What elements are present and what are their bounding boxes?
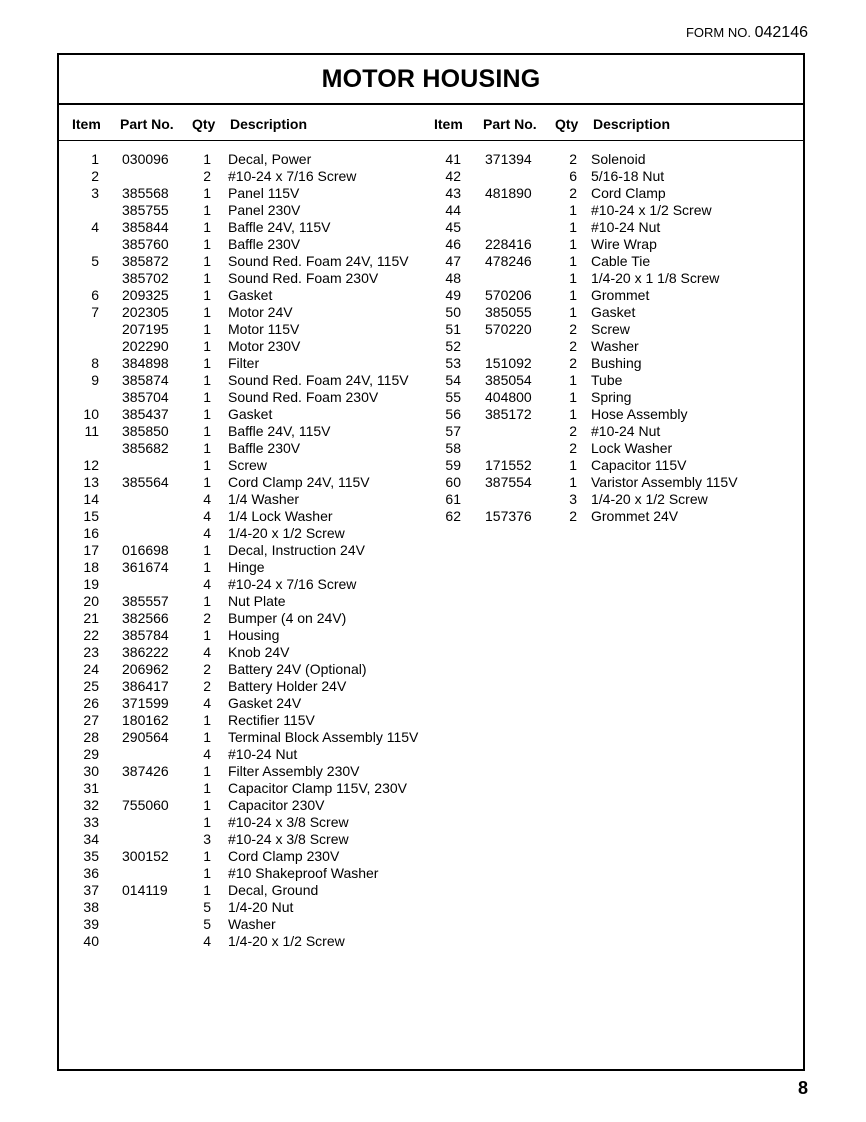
part-number: 171552 xyxy=(485,457,532,473)
item-number: 29 xyxy=(83,746,99,762)
item-number: 16 xyxy=(83,525,99,541)
quantity: 1 xyxy=(203,712,211,728)
part-number: 385872 xyxy=(122,253,169,269)
description: Gasket 24V xyxy=(228,695,302,711)
header-desc-left: Description xyxy=(230,116,308,132)
description: Motor 230V xyxy=(228,338,301,354)
description: Grommet 24V xyxy=(591,508,679,524)
description: Housing xyxy=(228,627,280,643)
quantity: 2 xyxy=(569,338,577,354)
item-number: 30 xyxy=(83,763,99,779)
part-number: 570206 xyxy=(485,287,532,303)
header-part-left: Part No. xyxy=(120,116,174,132)
quantity: 1 xyxy=(203,780,211,796)
quantity: 2 xyxy=(203,610,211,626)
item-number: 23 xyxy=(83,644,99,660)
quantity: 1 xyxy=(569,236,577,252)
quantity: 1 xyxy=(203,406,211,422)
quantity: 2 xyxy=(569,440,577,456)
description: Capacitor Clamp 115V, 230V xyxy=(228,780,407,796)
item-number: 28 xyxy=(83,729,99,745)
item-number: 26 xyxy=(83,695,99,711)
quantity: 2 xyxy=(203,168,211,184)
quantity: 1 xyxy=(203,729,211,745)
part-number: 570220 xyxy=(485,321,532,337)
quantity: 1 xyxy=(203,355,211,371)
quantity: 1 xyxy=(203,814,211,830)
item-number: 39 xyxy=(83,916,99,932)
part-number: 157376 xyxy=(485,508,532,524)
description: 1/4-20 Nut xyxy=(228,899,294,915)
item-number: 57 xyxy=(445,423,461,439)
description: Bushing xyxy=(591,355,642,371)
header-qty-left: Qty xyxy=(192,116,216,132)
item-number: 61 xyxy=(445,491,461,507)
item-number: 3 xyxy=(91,185,99,201)
item-number: 62 xyxy=(445,508,461,524)
description: Terminal Block Assembly 115V xyxy=(228,729,419,745)
item-number: 56 xyxy=(445,406,461,422)
description: Gasket xyxy=(591,304,636,320)
description: 1/4-20 x 1/2 Screw xyxy=(228,933,345,949)
item-number: 38 xyxy=(83,899,99,915)
quantity: 3 xyxy=(203,831,211,847)
quantity: 1 xyxy=(569,270,577,286)
part-number: 384898 xyxy=(122,355,169,371)
part-number: 385568 xyxy=(122,185,169,201)
quantity: 1 xyxy=(203,304,211,320)
quantity: 1 xyxy=(203,236,211,252)
part-number: 385874 xyxy=(122,372,169,388)
item-number: 18 xyxy=(83,559,99,575)
quantity: 1 xyxy=(203,219,211,235)
description: #10-24 Nut xyxy=(591,219,661,235)
description: #10-24 x 3/8 Screw xyxy=(228,831,349,847)
description: Tube xyxy=(591,372,623,388)
quantity: 1 xyxy=(569,457,577,473)
quantity: 1 xyxy=(203,423,211,439)
description: Cord Clamp 24V, 115V xyxy=(228,474,370,490)
quantity: 1 xyxy=(203,474,211,490)
item-number: 7 xyxy=(91,304,99,320)
item-number: 22 xyxy=(83,627,99,643)
quantity: 5 xyxy=(203,899,211,915)
part-number: 290564 xyxy=(122,729,169,745)
page-title: MOTOR HOUSING xyxy=(59,55,803,105)
description: Solenoid xyxy=(591,151,646,167)
part-number: 385704 xyxy=(122,389,169,405)
parts-list-frame xyxy=(57,53,805,1071)
quantity: 1 xyxy=(203,542,211,558)
quantity: 2 xyxy=(569,508,577,524)
quantity: 1 xyxy=(569,304,577,320)
item-number: 34 xyxy=(83,831,99,847)
item-number: 53 xyxy=(445,355,461,371)
description: Decal, Power xyxy=(228,151,312,167)
description: #10-24 x 1/2 Screw xyxy=(591,202,712,218)
item-number: 12 xyxy=(83,457,99,473)
description: Motor 115V xyxy=(228,321,300,337)
item-number: 51 xyxy=(445,321,461,337)
item-number: 1 xyxy=(91,151,99,167)
form-number-label: FORM NO. xyxy=(685,25,751,40)
quantity: 1 xyxy=(569,372,577,388)
part-number: 180162 xyxy=(122,712,169,728)
description: Cord Clamp 230V xyxy=(228,848,340,864)
item-number: 21 xyxy=(83,610,99,626)
quantity: 1 xyxy=(203,185,211,201)
item-number: 54 xyxy=(445,372,461,388)
description: Cable Tie xyxy=(591,253,651,269)
item-number: 36 xyxy=(83,865,99,881)
part-number: 387554 xyxy=(485,474,532,490)
header-item-right: Item xyxy=(434,116,463,132)
item-number: 13 xyxy=(83,474,99,490)
header-part-right: Part No. xyxy=(483,116,537,132)
description: #10-24 x 7/16 Screw xyxy=(228,168,357,184)
part-number: 385564 xyxy=(122,474,169,490)
quantity: 2 xyxy=(569,151,577,167)
part-number: 202305 xyxy=(122,304,169,320)
quantity: 1 xyxy=(203,882,211,898)
quantity: 2 xyxy=(569,423,577,439)
description: Washer xyxy=(591,338,639,354)
quantity: 1 xyxy=(569,253,577,269)
part-number: 385784 xyxy=(122,627,169,643)
part-number: 361674 xyxy=(122,559,169,575)
quantity: 1 xyxy=(203,627,211,643)
part-number: 209325 xyxy=(122,287,169,303)
item-number: 9 xyxy=(91,372,99,388)
description: Sound Red. Foam 230V xyxy=(228,389,379,405)
quantity: 1 xyxy=(569,219,577,235)
item-number: 33 xyxy=(83,814,99,830)
description: Baffle 24V, 115V xyxy=(228,423,331,439)
description: 1/4-20 x 1/2 Screw xyxy=(591,491,708,507)
part-number: 386222 xyxy=(122,644,169,660)
description: Screw xyxy=(228,457,267,473)
description: Bumper (4 on 24V) xyxy=(228,610,347,626)
part-number: 202290 xyxy=(122,338,169,354)
item-number: 2 xyxy=(91,168,99,184)
part-number: 014119 xyxy=(122,882,168,898)
description: 1/4-20 x 1 1/8 Screw xyxy=(591,270,720,286)
item-number: 20 xyxy=(83,593,99,609)
description: 1/4 Lock Washer xyxy=(228,508,333,524)
quantity: 1 xyxy=(203,151,211,167)
quantity: 1 xyxy=(203,202,211,218)
quantity: 1 xyxy=(203,253,211,269)
part-number: 206962 xyxy=(122,661,169,677)
quantity: 1 xyxy=(203,372,211,388)
description: Gasket xyxy=(228,406,273,422)
part-number: 030096 xyxy=(122,151,169,167)
quantity: 4 xyxy=(203,508,211,524)
quantity: 1 xyxy=(203,270,211,286)
quantity: 4 xyxy=(203,644,211,660)
description: Sound Red. Foam 24V, 115V xyxy=(228,372,409,388)
item-number: 19 xyxy=(83,576,99,592)
part-number: 371599 xyxy=(122,695,169,711)
item-number: 31 xyxy=(83,780,99,796)
description: Battery Holder 24V xyxy=(228,678,347,694)
header-qty-right: Qty xyxy=(555,116,579,132)
part-number: 385437 xyxy=(122,406,169,422)
part-number: 385054 xyxy=(485,372,532,388)
description: Lock Washer xyxy=(591,440,673,456)
item-number: 47 xyxy=(445,253,461,269)
description: Nut Plate xyxy=(228,593,286,609)
description: Battery 24V (Optional) xyxy=(228,661,367,677)
item-number: 25 xyxy=(83,678,99,694)
quantity: 5 xyxy=(203,916,211,932)
item-number: 52 xyxy=(445,338,461,354)
part-number: 385055 xyxy=(485,304,532,320)
description: Panel 115V xyxy=(228,185,300,201)
quantity: 2 xyxy=(203,661,211,677)
quantity: 1 xyxy=(203,865,211,881)
item-number: 59 xyxy=(445,457,461,473)
part-number: 385755 xyxy=(122,202,169,218)
description: Baffle 24V, 115V xyxy=(228,219,331,235)
description: Gasket xyxy=(228,287,273,303)
part-number: 371394 xyxy=(485,151,532,167)
item-number: 42 xyxy=(445,168,461,184)
item-number: 35 xyxy=(83,848,99,864)
part-number: 151092 xyxy=(485,355,532,371)
part-number: 481890 xyxy=(485,185,532,201)
description: Panel 230V xyxy=(228,202,301,218)
part-number: 385172 xyxy=(485,406,532,422)
item-number: 10 xyxy=(83,406,99,422)
quantity: 3 xyxy=(569,491,577,507)
item-number: 40 xyxy=(83,933,99,949)
quantity: 1 xyxy=(203,848,211,864)
part-number: 385682 xyxy=(122,440,169,456)
description: Varistor Assembly 115V xyxy=(591,474,738,490)
description: Baffle 230V xyxy=(228,440,301,456)
header-desc-right: Description xyxy=(593,116,671,132)
item-number: 44 xyxy=(445,202,461,218)
quantity: 1 xyxy=(203,287,211,303)
item-number: 48 xyxy=(445,270,461,286)
quantity: 1 xyxy=(569,406,577,422)
header-item-left: Item xyxy=(72,116,101,132)
description: Rectifier 115V xyxy=(228,712,315,728)
item-number: 41 xyxy=(445,151,461,167)
item-number: 50 xyxy=(445,304,461,320)
item-number: 6 xyxy=(91,287,99,303)
item-number: 17 xyxy=(83,542,99,558)
part-number: 300152 xyxy=(122,848,169,864)
item-number: 55 xyxy=(445,389,461,405)
description: #10-24 Nut xyxy=(591,423,661,439)
quantity: 1 xyxy=(203,797,211,813)
quantity: 1 xyxy=(569,389,577,405)
item-number: 11 xyxy=(84,423,99,439)
part-number: 385844 xyxy=(122,219,169,235)
item-number: 27 xyxy=(83,712,99,728)
item-number: 32 xyxy=(83,797,99,813)
item-number: 24 xyxy=(83,661,99,677)
column-header-row xyxy=(59,105,803,141)
part-number: 382566 xyxy=(122,610,169,626)
description: Sound Red. Foam 230V xyxy=(228,270,379,286)
description: Sound Red. Foam 24V, 115V xyxy=(228,253,409,269)
quantity: 4 xyxy=(203,933,211,949)
part-number: 387426 xyxy=(122,763,169,779)
part-number: 016698 xyxy=(122,542,169,558)
description: Filter Assembly 230V xyxy=(228,763,360,779)
part-number: 386417 xyxy=(122,678,169,694)
item-number: 5 xyxy=(91,253,99,269)
description: Capacitor 230V xyxy=(228,797,325,813)
description: #10 Shakeproof Washer xyxy=(228,865,379,881)
quantity: 2 xyxy=(569,355,577,371)
description: Screw xyxy=(591,321,630,337)
quantity: 1 xyxy=(203,593,211,609)
item-number: 4 xyxy=(91,219,99,235)
part-number: 228416 xyxy=(485,236,532,252)
description: Wire Wrap xyxy=(591,236,657,252)
description: Capacitor 115V xyxy=(591,457,687,473)
quantity: 1 xyxy=(203,457,211,473)
description: Hinge xyxy=(228,559,265,575)
quantity: 1 xyxy=(203,559,211,575)
item-number: 49 xyxy=(445,287,461,303)
item-number: 8 xyxy=(91,355,99,371)
description: 1/4 Washer xyxy=(228,491,300,507)
quantity: 2 xyxy=(203,678,211,694)
quantity: 6 xyxy=(569,168,577,184)
item-number: 15 xyxy=(83,508,99,524)
description: Decal, Instruction 24V xyxy=(228,542,365,558)
part-number: 385557 xyxy=(122,593,169,609)
description: Grommet xyxy=(591,287,650,303)
quantity: 1 xyxy=(569,474,577,490)
quantity: 2 xyxy=(569,185,577,201)
description: Knob 24V xyxy=(228,644,290,660)
description: 1/4-20 x 1/2 Screw xyxy=(228,525,345,541)
quantity: 4 xyxy=(203,576,211,592)
form-number xyxy=(686,24,808,42)
quantity: 4 xyxy=(203,491,211,507)
description: Cord Clamp xyxy=(591,185,666,201)
description: #10-24 x 3/8 Screw xyxy=(228,814,349,830)
item-number: 46 xyxy=(445,236,461,252)
description: Spring xyxy=(591,389,632,405)
quantity: 1 xyxy=(203,321,211,337)
quantity: 1 xyxy=(203,440,211,456)
item-number: 45 xyxy=(445,219,461,235)
quantity: 4 xyxy=(203,525,211,541)
quantity: 1 xyxy=(203,338,211,354)
description: 5/16-18 Nut xyxy=(591,168,665,184)
item-number: 60 xyxy=(445,474,461,490)
part-number: 478246 xyxy=(485,253,532,269)
part-number: 385850 xyxy=(122,423,169,439)
quantity: 4 xyxy=(203,695,211,711)
part-number: 385702 xyxy=(122,270,169,286)
page-number: 8 xyxy=(797,1078,808,1098)
part-number: 404800 xyxy=(485,389,532,405)
part-number: 385760 xyxy=(122,236,169,252)
description: #10-24 x 7/16 Screw xyxy=(228,576,357,592)
item-number: 58 xyxy=(445,440,461,456)
quantity: 4 xyxy=(203,746,211,762)
part-number: 755060 xyxy=(122,797,169,813)
description: #10-24 Nut xyxy=(228,746,298,762)
part-number: 207195 xyxy=(122,321,169,337)
description: Decal, Ground xyxy=(228,882,319,898)
quantity: 1 xyxy=(569,287,577,303)
quantity: 1 xyxy=(203,389,211,405)
quantity: 1 xyxy=(203,763,211,779)
description: Baffle 230V xyxy=(228,236,301,252)
item-number: 14 xyxy=(83,491,99,507)
quantity: 1 xyxy=(569,202,577,218)
item-number: 43 xyxy=(445,185,461,201)
description: Motor 24V xyxy=(228,304,293,320)
item-number: 37 xyxy=(83,882,99,898)
description: Washer xyxy=(228,916,276,932)
quantity: 2 xyxy=(569,321,577,337)
description: Filter xyxy=(228,355,260,371)
form-number-value: 042146 xyxy=(754,24,808,41)
description: Hose Assembly xyxy=(591,406,688,422)
